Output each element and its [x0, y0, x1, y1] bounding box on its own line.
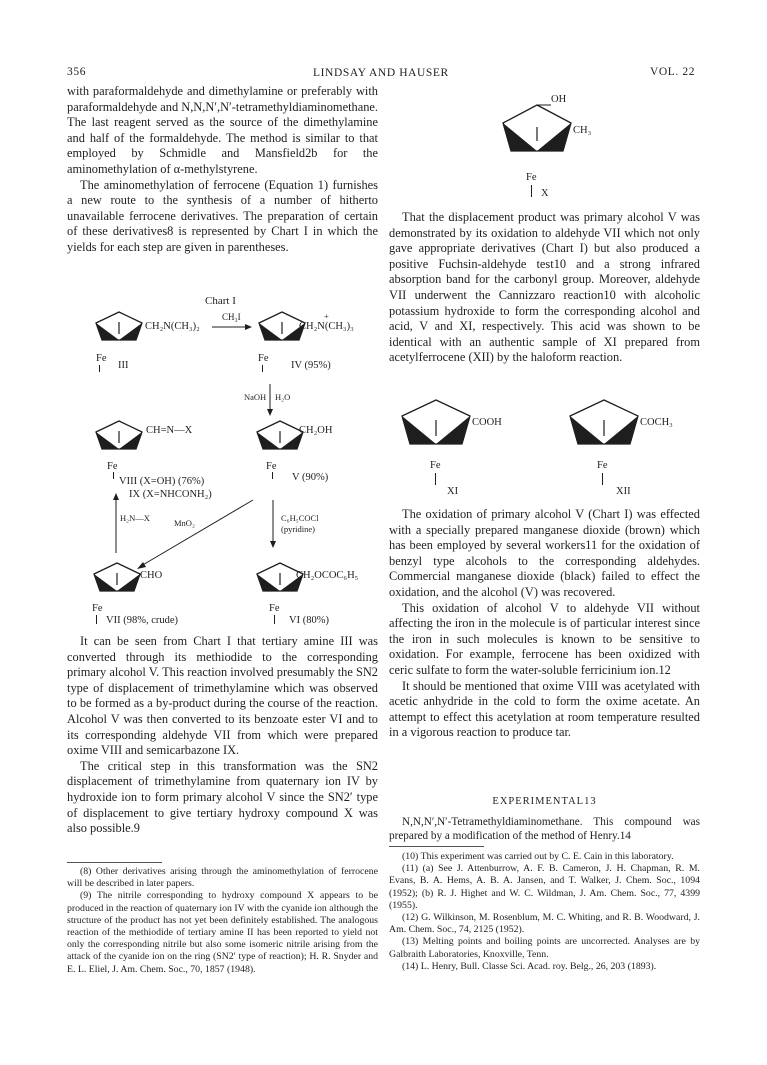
- substituent-label: CH₂N(CH₃)₃: [299, 321, 354, 332]
- fe-bond: [262, 365, 263, 372]
- ch3-label: CH₃: [573, 125, 592, 136]
- compound-label: III: [118, 360, 129, 371]
- fe-label: Fe: [597, 460, 608, 471]
- fe-label: Fe: [269, 603, 280, 614]
- compound-label: VI (80%): [289, 615, 329, 626]
- reaction-arrow: [212, 323, 252, 331]
- ferrocene-ring-xii: [564, 398, 644, 448]
- compound-label: V (90%): [292, 472, 329, 483]
- reagent-label: MnO₂: [174, 518, 195, 528]
- footnote: (8) Other derivatives arising through the aminomethylation of ferrocene will be described in later papers.: [67, 866, 378, 890]
- right-column-middle: [389, 507, 700, 741]
- paragraph: The aminomethylation of ferrocene (Equation 1) furnishes a new route to the synthesis of a number of hitherto unavailable ferrocene derivatives. The preparation of certain of these derivatives8 is represented by Chart I in which the yields for each step are given in parentheses.: [67, 177, 378, 254]
- reaction-arrow: [269, 500, 277, 548]
- left-column-top: [67, 84, 378, 256]
- compound-label: IV (95%): [291, 360, 331, 371]
- fe-label: Fe: [526, 172, 537, 183]
- fe-label: Fe: [430, 460, 441, 471]
- fe-label: Fe: [107, 461, 118, 472]
- ferrocene-ring-x: [497, 101, 577, 155]
- oh-label: OH: [551, 94, 567, 105]
- footnote-rule: [67, 862, 162, 863]
- compound-label: XII: [616, 486, 631, 497]
- footnote: (13) Melting points and boiling points are uncorrected. Analyses are by Galbraith Laboratories, Knoxville, Tenn.: [389, 936, 700, 960]
- fe-label: Fe: [92, 603, 103, 614]
- reaction-arrow: [112, 493, 120, 553]
- ferrocene-ring-iii: [92, 309, 146, 343]
- compound-label: VII (98%, crude): [106, 615, 179, 626]
- fe-bond: [435, 473, 436, 485]
- reaction-arrow-diagonal: [135, 498, 255, 570]
- compound-label: XI: [447, 486, 459, 497]
- fe-bond: [99, 365, 100, 372]
- reagent-label: H₂N—X: [120, 513, 150, 523]
- ferrocene-ring-vii: [90, 560, 144, 594]
- reagent-label: NaOH: [244, 392, 267, 402]
- volume-label: VOL. 22: [650, 66, 696, 78]
- paragraph: This oxidation of alcohol V to aldehyde VII without affecting the iron in the molecule is of particular interest since the iron in such molecules is known to be sensitive to oxidation. For example, ferrocene has been oxidized with ceric sulfate to form the water-soluble ferricinium ion.12: [389, 600, 700, 677]
- footnote: (10) This experiment was carried out by C. E. Cain in this laboratory.: [402, 851, 674, 862]
- substituent-label: CH=N—X: [146, 425, 193, 436]
- experimental-heading: EXPERIMENTAL13: [492, 796, 597, 807]
- paragraph: The oxidation of primary alcohol V (Chart I) was effected with a specially prepared manganese dioxide (brown) which has been employed by several workers11 for the oxidation of benzyl type alcohols to the corresponding aldehydes. Commercial manganese dioxide (black) failed to effect the oxidation, and the alcohol (V) was recovered.: [389, 507, 700, 599]
- fe-bond: [602, 473, 603, 485]
- coch3-label: COCH₃: [640, 417, 673, 428]
- reagent-label: C₆H₅COCl: [281, 513, 319, 523]
- footnotes-left: [67, 866, 378, 976]
- reagent-label: (pyridine): [281, 524, 315, 534]
- ferrocene-ring-viii: [92, 418, 146, 452]
- reaction-arrow: [266, 384, 274, 416]
- ferrocene-ring-xi: [396, 398, 476, 448]
- footnote: (12) G. Wilkinson, M. Rosenblum, M. C. Whiting, and R. B. Woodward, J. Am. Chem. Soc., 74, 2125 (1952).: [389, 912, 700, 936]
- cooh-label: COOH: [472, 417, 502, 428]
- fe-bond: [96, 615, 97, 624]
- right-column-top: [389, 210, 700, 366]
- page-number: 356: [67, 66, 87, 78]
- reagent-label: H₂O: [275, 392, 291, 402]
- fe-label: Fe: [96, 353, 107, 364]
- reagent-label: CH₃I: [222, 312, 241, 322]
- substituent-label: CH₂OH: [299, 425, 333, 436]
- paragraph: The critical step in this transformation was the SN2 displacement of trimethylamine from quaternary ion IV by hydroxide ion to form primary alcohol V since the SN2′ type of displacement to give tertiary hydroxy compound X was also possible.9: [67, 758, 378, 836]
- paragraph: That the displacement product was primary alcohol V was demonstrated by its oxidation to aldehyde VII which not only gave appropriate derivatives (Chart I) but also produced a positive Fuchsin-aldehyde test10 and a strong infrared absorption band for the carbonyl group. Moreover, aldehyde VII underwent the Cannizzaro reaction10 with alcoholic potassium hydroxide to form the corresponding alcohol and acid, V and XI, respectively. This acid was shown to be identical with an authentic sample of XI prepared from acetylferrocene (XII) by the haloform reaction.: [389, 210, 700, 365]
- footnote: (11) (a) See J. Attenburrow, A. F. B. Cameron, J. H. Chapman, R. M. Evans, B. A. Hems, A. B. A. Jansen, and T. Walker, J. Chem. Soc., 1094 (1952); (b) R. J. Highet and W. C. Wildman, J. Am. Chem. Soc., 77, 4399 (1955).: [389, 863, 700, 911]
- fe-bond: [531, 185, 532, 197]
- experimental-paragraph: [389, 815, 700, 843]
- compound-label: VIII (X=OH) (76%): [119, 476, 205, 487]
- paragraph: N,N,N′,N′-Tetramethyldiaminomethane. This compound was prepared by a modification of the method of Henry.14: [389, 816, 700, 842]
- substituent-label: CH₂N(CH₃)₂: [145, 321, 200, 332]
- paragraph: It should be mentioned that oxime VIII was acetylated with acetic anhydride in the cold to form the oxime acetate. An attempt to effect this acetylation at room temperature resulted in a vigorous reaction to produce tar.: [389, 678, 700, 740]
- fe-bond: [113, 472, 114, 479]
- left-column-bottom: [67, 634, 378, 837]
- compound-label: X: [541, 188, 549, 199]
- fe-label: Fe: [258, 353, 269, 364]
- footnotes-right: [389, 851, 700, 973]
- compound-label: IX (X=NHCONH₂): [129, 489, 212, 500]
- paragraph: It can be seen from Chart I that tertiary amine III was converted through its methiodide to the corresponding primary alcohol V. This reaction involved presumably the SN2 type of displacement of trimethylamine which was observed to be formed as a by-product during the course of the reaction. Alcohol V was then converted to its benzoate ester VI and to its corresponding aldehyde VII from which were prepared oxime VIII and semicarbazone IX.: [67, 634, 378, 758]
- fe-label: Fe: [266, 461, 277, 472]
- footnote-rule: [389, 846, 484, 847]
- footnote: (9) The nitrile corresponding to hydroxy compound X appears to be produced in the reaction of quaternary ion IV with the cyanide ion although the structure of the product has not yet been definitely established. The analogous reaction of the methiodide of tertiary amine II has been reported to yield not only the corresponding nitrile but also some isomeric nitrile arising from the attack of the cyanide ion on the ring (SN2′ type of reaction); H. R. Snyder and E. L. Eliel, J. Am. Chem. Soc., 70, 1857 (1948).: [67, 890, 378, 975]
- substituent-label: CHO: [140, 570, 163, 581]
- fe-bond: [274, 615, 275, 624]
- running-title: LINDSAY AND HAUSER: [313, 67, 449, 79]
- fe-bond: [272, 472, 273, 479]
- substituent-label: CH₂OCOC₆H₅: [296, 570, 359, 581]
- paragraph: with paraformaldehyde and dimethylamine or preferably with paraformaldehyde and N,N,N′,N′-tetramethyldiaminomethane. The last reagent served as the source of the dimethylamine and half of the formaldehyde. The method is similar to that employed by Schmidle and Mansfield2b for the aminomethylation of α-methylstyrene.: [67, 84, 378, 176]
- chart-title: Chart I: [205, 295, 236, 307]
- footnote: (14) L. Henry, Bull. Classe Sci. Acad. roy. Belg., 26, 203 (1893).: [402, 960, 657, 972]
- charge-label: +: [324, 311, 329, 321]
